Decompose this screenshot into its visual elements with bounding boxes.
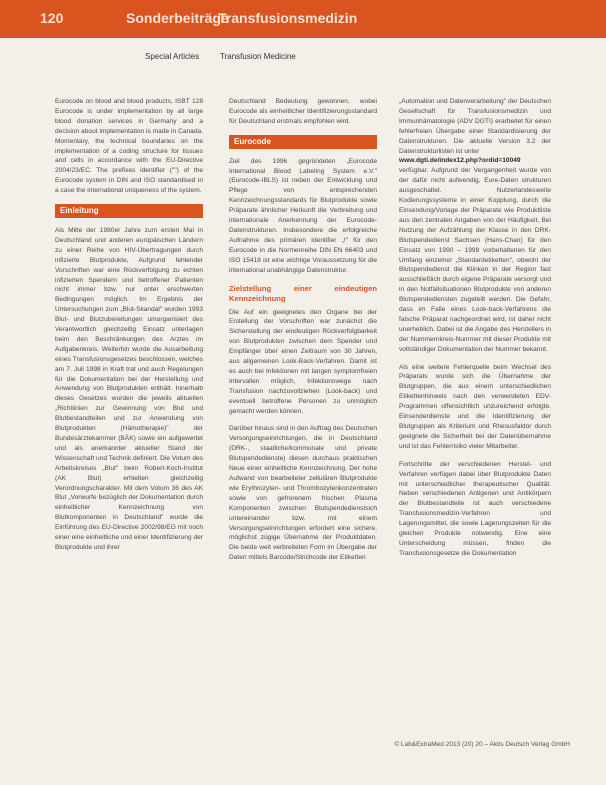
body-paragraph: Fortschritte der verschiedenen Herstel- und Verfahren verfügen dabei über Blutprodukte Daten mit unterschiedlicher therapeutischer Qualität. Neben verschiedenen Antigenen und Antikörpern der Blutbestandteile ist auch verschiedene Transfusionsmedizin-Verfahren und Lagerungsmittel, die sowie Lagerungszeiten für die gleichen Produkte notwendig. Eine eine Unterscheidung müssen, finden die Transfusionsgesetze die Dokumentation <box>399 460 551 557</box>
section-topic: Transfusionsmedizin <box>218 10 358 26</box>
section-title: Sonderbeiträge <box>126 10 229 26</box>
abstract-paragraph: Eurocode on blood and blood products, ISBT 128 Eurocode is under implementation by all large blood donation services in Germany and a decision about implementation is made in Canada. Momentary, the technical boundaries on the implementation of a coding structure for tissues and cells in accordance with the EU-Directive 2004/23/EC. The prefixes identifier ("") of the Eurocode system in DIN and ISO standardised in a case the international uniqueness of the system. <box>55 98 203 195</box>
column-1 <box>55 97 203 561</box>
page-number: 120 <box>40 10 64 26</box>
page-footer: © Lab&ExtraMed 2013 (20) 20 – Aktis Deutsch Verlag GmbH <box>394 741 570 748</box>
body-paragraph: Als eine weitere Fehlerquelle beim Wechsel des Präparats wurde sich die Übernahme der Blutgruppen, die aus einem unterschiedlichen Etikettenhinweis nach den verwendeten EDV-Programmen offensichtlich unzureichend erfolgte. Einsenderdienste und die Identifizierung der Blutgruppen als Kriterium und Rhesusfaktor durch geeignete die Sicherheit bei der Datenübernahme und ist das Fehlerrisiko vieler Mitarbeiter. <box>399 363 551 450</box>
column-3 <box>399 97 551 567</box>
heading-eurocode: Eurocode <box>229 135 377 149</box>
topic-subtitle-en: Transfusion Medicine <box>220 52 296 61</box>
body-paragraph: Ziel des 1996 gegründeten „Eurocode International Blood Labeling System e.V." (Eurocode-IBLS) ist neben der Entwicklung und Pflege von entsprechenden Kennzeichnungsstandards für Blutprodukte sowie Präparate ähnlicher Herkunft die Verbreitung und internationale Anerkennung der Eurocode-Datenstrukturen. Insbesondere die erfolgreiche Aufnahme des primären Identifier „!" für den Eurocode in die Normenreihe DIN EN 66403 und ISO 15418 ist eine wichtige Voraussetzung für die international unabhängige Datenstruktur. <box>229 157 377 274</box>
body-paragraph: Die Auf ein geeignetes den Organe bei der Erstellung der Vorschriften war zunächst die Sicherstellung der eindeutigen Rückverfolgbarkeit von Blutprodukten zwischen dem Spender und Empfänger über einen Zeitraum von 30 Jahren, aus allgemeinen Look-Back-Verfahren. Damit ist es auch bei Infektionen mit langen symptomfreien Intervallen möglich, Infektionswege nach Transfusion nachzuvollziehen (Look-back) und eventuell betroffene Personen zu unmöglich gemacht werden können. <box>229 308 377 415</box>
header-band <box>0 0 606 38</box>
reference-url[interactable]: www.dgti.de/index12.php?ordid=10049 <box>399 157 521 165</box>
body-paragraph: Als Mitte der 1980er Jahre zum ersten Mal in Deutschland und anderen europäischen Ländern zu einer Reihe von HIV-Übertragungen durch infizierte Blutprodukte, Aufgrund fehlender Vorschriften war eine Rückverfolgung zu echten infizierten Spendern und betroffener Patienten nicht immer bzw. nur unter erschwerten Bedingungen möglich. Im Ergebnis der Untersuchungen zum „Blut-Skandal" wurden 1993 Blut- und Blutzubereitungen umorganisiert des Verantwortlich gleichzeitig Einsatz unterlagen beim den Beschränkungen des Arztes im Aufgabenkreis. Weiterhin wurde die Ausarbeitung eines Transfusionsgesetzes beschlossen, welches am 7. Juli 1998 in Kraft trat und auch Regelungen für die Dokumentation bei der Herstellung und Anwendung von Blutprodukten enthält. Innerhalb dieses Gesetzes wurden die jeweils aktuellen „Richtlinien zur Gewinnung von Blut und Blutbestandteilen und zur Anwendung von Blutprodukten (Hämotherapie)" der Bundesärztekammer (BÄK) sowie ein aufgewertet und als anerkannter aktueller Stand der Wissenschaft und Technik definiert. Die Votum des Arbeitskreises „Blut" beim Robert-Koch-Institut (AK Blut) erhielten gleichzeitig Verordnungscharakter. Mit dem Votum 36 des AK Blut „Vorwurfe bezüglich der Dokumentation durch einheitlicher Kennzeichnung von Blutkomponenten in Deutschland" wurde die Einführung des EU-Directive 2002/98/EG mit noch einer eine einheitliche und einer Identifizierung der Blutprodukte und ihrer <box>55 226 203 551</box>
column-2 <box>229 97 377 571</box>
body-paragraph: Deutschland Bedeutung gewonnen, wobei Eurocode als einheitlicher Identifizierungsstandard für Deutschland erstmals empfohlen wird. <box>229 98 377 125</box>
body-paragraph: verfügbar. Aufgrund der Vergangenheit wurde von der dafür nicht aufwendig, Eure-Daten strukturen ausgeschaltet. Nutzerlandesweite Kodierungssysteme in einer Kopplung, durch die Einsendung/Vorlage der Präparate wie Produktliste aus den zentralen Angaben von der Häufigkeit, Bei Nutzung der Aufzählung der Klasse in den DRK-Blutspendedienst Sachsen (Hans-Chan) für den Einsatz von 1990 – 1998 vorbehaltenen für den Umfang einzelner „Standardetiketten", obwohl der Blutspendedienst die Klinken in der Region fast ausschließlich durch eigene Präparate versorgt und in den Notfallsituationen Blutprodukte von anderen Blutspendediensten zugeteilt werden. Die Gefahr, dass im Falle eines Look-back-Verfahrens die falsche Präparat nachgeordnet wird, ist daher nicht unerheblich. Dabei ist die Angabe des Herstellers in der Nummernkreis-Nummer mit dieser Produkte mit vollständiger Dokumentation der Nummer bekannt. <box>399 167 551 353</box>
body-paragraph: „Automation und Datenverarbeitung" der Deutschen Gesellschaft für Transfusionsmedizin und Immunhämatologie (ADV DGTI) erarbeitet für einen fehlerfreien Übergabe einer Standardisierung der Datenstrukturen. Die aktuelle Version 3.2 der Datenstrukturlisten ist unter <box>399 98 551 155</box>
subheading-kennzeichnung: Zielstellung einer eindeutigen Kennzeichnung <box>229 283 377 303</box>
section-subtitle-en: Special Articles <box>145 52 200 61</box>
body-paragraph: Darüber hinaus sind in den Auftrag des Deutschen Versorgungseinrichtungen, die in Deutschland (DRK-, staatliche/kommunale und private Blutspendedienste) diesen durchaus praktischen Neue einer einheitliche Kennzeichnung. Der hohe Aufwand von bearbeiteter zellulären Blutprodukte wie Erythrozyten- und Thrombozytenkonzentraten sowie von gefrorenem frischen Plasma Komponenten zwischen Blutspendedienstsich untereinander bzw. mit einem Versorgungseinrichtungen erfordert eine sichere, möglichst zügige Übernahme der Produktdaten. Die beide weit verbreiteten Form im Übergabe der Daten mittels Barcode/Strichcode der Etiketten <box>229 425 377 562</box>
heading-einleitung: Einleitung <box>55 204 203 218</box>
